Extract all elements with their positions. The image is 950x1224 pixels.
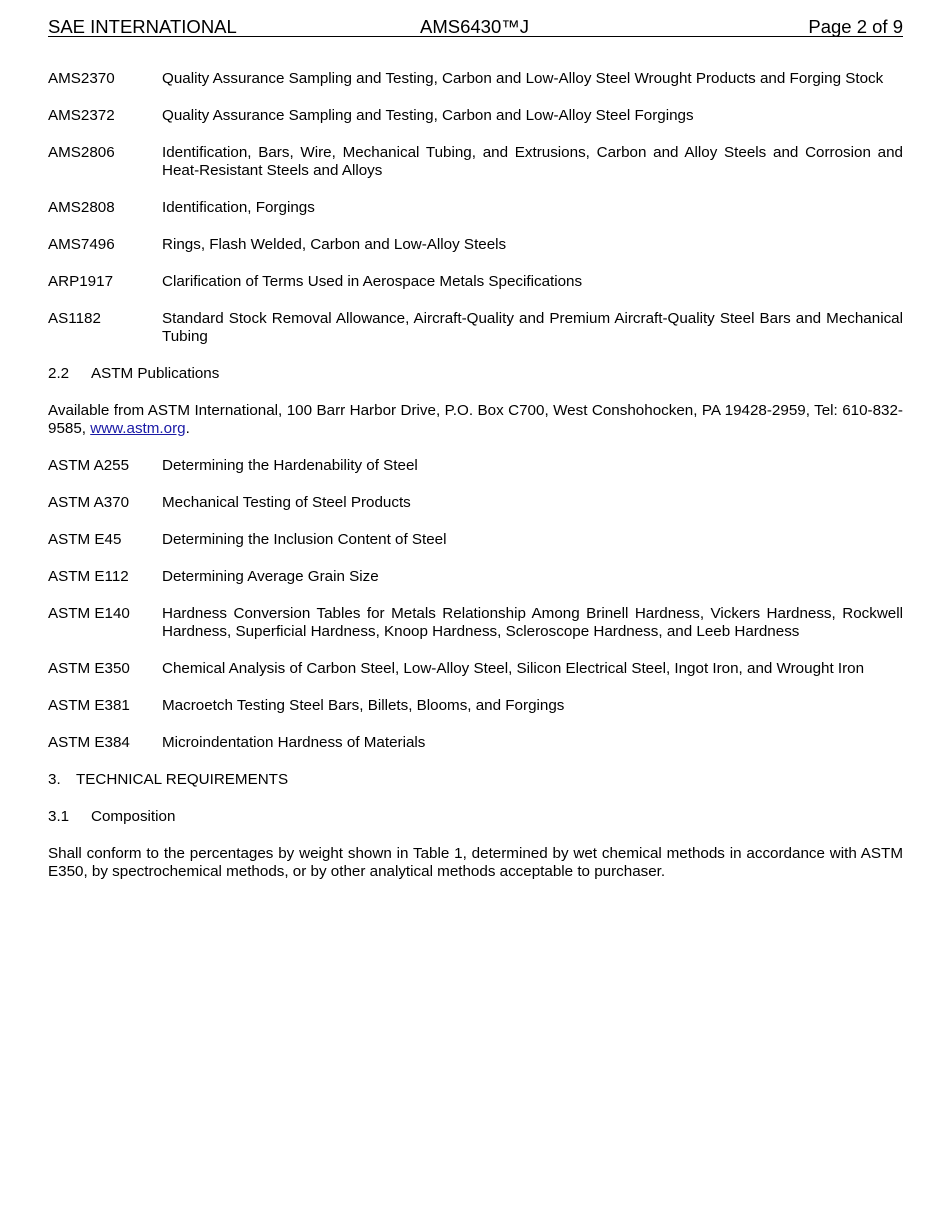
page-header [48,15,903,37]
reference-astm-e381 [48,697,903,715]
reference-astm-a255 [48,457,903,475]
section-heading-3-1 [48,808,903,826]
reference-code: AMS2806 [48,144,115,161]
reference-code: ARP1917 [48,273,114,290]
section-title: ASTM Publications [91,365,220,382]
reference-ams7496 [48,236,903,254]
section-number: 3. [48,771,61,788]
reference-title: Rings, Flash Welded, Carbon and Low-Alloy Steels [162,236,507,253]
reference-ams2372 [48,107,903,125]
reference-title: Standard Stock Removal Allowance, Aircraft-Quality and Premium Aircraft-Quality Steel Bars and Mechanical Tubing [162,310,903,345]
section-number: 2.2 [48,365,70,382]
reference-astm-e350 [48,660,903,678]
reference-code: ASTM E384 [48,734,130,751]
reference-as1182 [48,310,903,346]
reference-title: Quality Assurance Sampling and Testing, Carbon and Low-Alloy Steel Forgings [162,107,694,124]
reference-arp1917 [48,273,903,291]
reference-title: Determining Average Grain Size [162,568,379,585]
section-title: TECHNICAL REQUIREMENTS [76,771,289,788]
reference-code: ASTM E140 [48,605,130,622]
document-body [48,70,903,900]
reference-ams2370 [48,70,903,88]
reference-title: Identification, Forgings [162,199,315,216]
reference-code: ASTM E381 [48,697,130,714]
reference-astm-e140 [48,605,903,641]
reference-title: Hardness Conversion Tables for Metals Relationship Among Brinell Hardness, Vickers Hardness, Rockwell Hardness, Superficial Hardness, Knoop Hardness, Scleroscope Hardness, and Leeb Hardness [162,605,903,640]
section-number: 3.1 [48,808,70,825]
reference-astm-e45 [48,531,903,549]
reference-title: Determining the Inclusion Content of Steel [162,531,447,548]
reference-code: AMS2372 [48,107,115,124]
availability-text: Available from ASTM International, 100 Barr Harbor Drive, P.O. Box C700, West Conshohocken, PA 19428-2959, Tel: 610-832-9585, [48,402,903,437]
astm-availability-paragraph [48,402,903,438]
reference-astm-e112 [48,568,903,586]
reference-code: AMS7496 [48,236,115,253]
reference-title: Identification, Bars, Wire, Mechanical Tubing, and Extrusions, Carbon and Alloy Steels and Corrosion and Heat-Resistant Steels and Alloys [162,144,903,179]
section-heading-3 [48,771,903,789]
header-doc-id: AMS6430™J [420,16,529,37]
reference-title: Macroetch Testing Steel Bars, Billets, Blooms, and Forgings [162,697,565,714]
reference-title: Quality Assurance Sampling and Testing, Carbon and Low-Alloy Steel Wrought Products and Forging Stock [162,70,884,87]
reference-title: Clarification of Terms Used in Aerospace Metals Specifications [162,273,583,290]
reference-title: Determining the Hardenability of Steel [162,457,418,474]
astm-website-link[interactable]: www.astm.org [90,420,186,437]
availability-end: . [185,420,190,437]
reference-astm-a370 [48,494,903,512]
section-heading-2-2 [48,365,903,383]
reference-title: Microindentation Hardness of Materials [162,734,426,751]
reference-title: Chemical Analysis of Carbon Steel, Low-Alloy Steel, Silicon Electrical Steel, Ingot Iron, and Wrought Iron [162,660,865,677]
reference-title: Mechanical Testing of Steel Products [162,494,411,511]
reference-code: ASTM E45 [48,531,122,548]
reference-code: ASTM A255 [48,457,130,474]
reference-code: AS1182 [48,310,101,327]
header-org: SAE INTERNATIONAL [48,16,237,37]
reference-astm-e384 [48,734,903,752]
reference-code: ASTM E112 [48,568,129,585]
section-title: Composition [91,808,176,825]
reference-code: ASTM A370 [48,494,130,511]
reference-ams2806 [48,144,903,180]
reference-code: AMS2808 [48,199,115,216]
reference-code: ASTM E350 [48,660,130,677]
reference-code: AMS2370 [48,70,115,87]
composition-paragraph: Shall conform to the percentages by weight shown in Table 1, determined by wet chemical methods in accordance with ASTM E350, by spectrochemical methods, or by other analytical methods acceptable to purchaser. [48,845,903,880]
header-page-number: Page 2 of 9 [808,16,903,37]
reference-ams2808 [48,199,903,217]
